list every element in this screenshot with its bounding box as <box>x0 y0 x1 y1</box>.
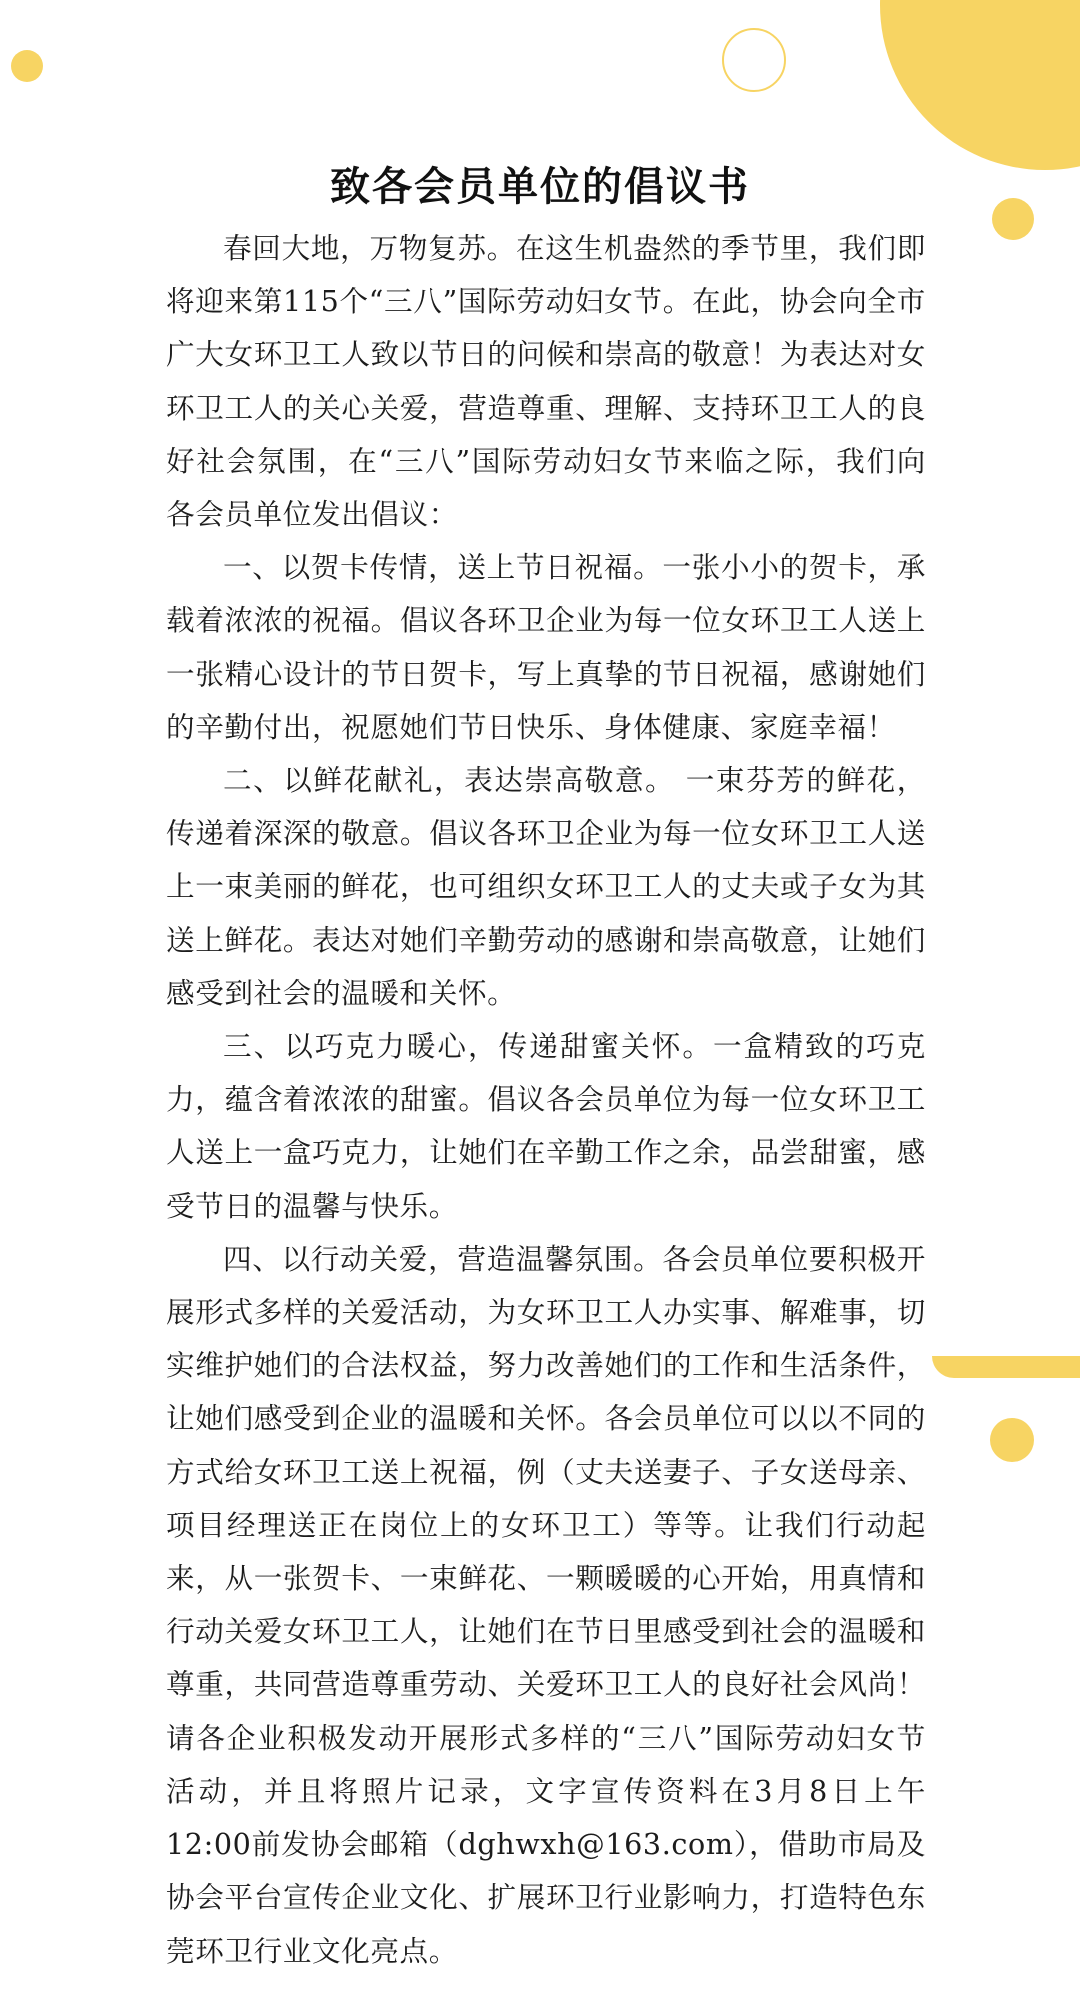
decorative-circle-top-right <box>880 0 1080 170</box>
decorative-ring-top <box>722 28 786 92</box>
decorative-dot-right-lower <box>990 1418 1034 1462</box>
document-title: 致各会员单位的倡议书 <box>330 162 750 210</box>
paragraph-intro: 春回大地，万物复苏。在这生机盎然的季节里，我们即将迎来第115个“三八”国际劳动妇女节。在此，协会向全市广大女环卫工人致以节日的问候和崇高的敬意！为表达对女环卫工人的关心关爱，营造尊重、理解、支持环卫工人的良好社会氛围，在“三八”国际劳动妇女节来临之际，我们向各会员单位发出倡议： <box>166 231 926 532</box>
decorative-dot-top-left <box>11 50 43 82</box>
paragraph-item-4: 四、以行动关爱，营造温馨氛围。各会员单位要积极开展形式多样的关爱活动，为女环卫工人办实事、解难事，切实维护她们的合法权益，努力改善她们的工作和生活条件，让她们感受到企业的温暖和关怀。各会员单位可以以不同的方式给女环卫工送上祝福，例（丈夫送妻子、子女送母亲、项目经理送正在岗位上的女环卫工）等等。让我们行动起来，从一张贺卡、一束鲜花、一颗暖暖的心开始，用真情和行动关爱女环卫工人，让她们在节日里感受到社会的温暖和尊重，共同营造尊重劳动、关爱环卫工人的良好社会风尚！请各企业积极发动开展形式多样的“三八”国际劳动妇女节活动，并且将照片记录，文字宣传资料在3月8日上午12:00前发协会邮箱（dghwxh@163.com），借助市局及协会平台宣传企业文化、扩展环卫行业影响力，打造特色东莞环卫行业文化亮点。 <box>166 1241 926 1968</box>
document-body <box>166 222 926 1978</box>
paragraph-item-2: 二、以鲜花献礼，表达崇高敬意。 一束芬芳的鲜花，传递着深深的敬意。倡议各环卫企业为每一位女环卫工人送上一束美丽的鲜花，也可组织女环卫工人的丈夫或子女为其送上鲜花。表达对她们辛勤劳动的感谢和崇高敬意，让她们感受到社会的温暖和关怀。 <box>166 763 926 1010</box>
decorative-arc-right <box>932 1356 1080 1378</box>
paragraph-item-1: 一、以贺卡传情，送上节日祝福。一张小小的贺卡，承载着浓浓的祝福。倡议各环卫企业为每一位女环卫工人送上一张精心设计的节日贺卡，写上真挚的节日祝福，感谢她们的辛勤付出，祝愿她们节日快乐、身体健康、家庭幸福！ <box>166 550 926 744</box>
paragraph-item-3: 三、以巧克力暖心，传递甜蜜关怀。一盒精致的巧克力，蕴含着浓浓的甜蜜。倡议各会员单位为每一位女环卫工人送上一盒巧克力，让她们在辛勤工作之余，品尝甜蜜，感受节日的温馨与快乐。 <box>166 1029 926 1223</box>
